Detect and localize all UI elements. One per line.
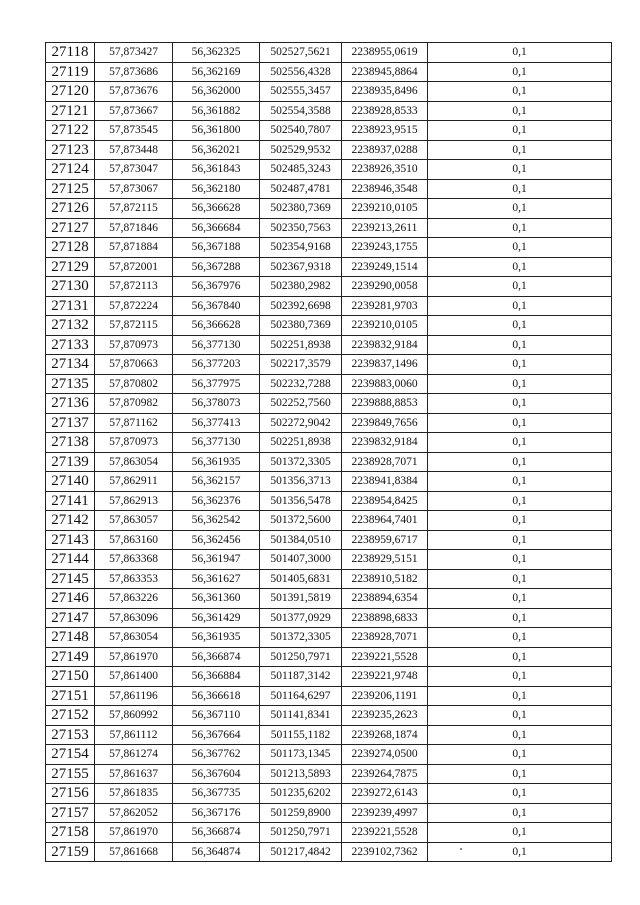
longitude-cell: 56,361429 [173, 608, 260, 628]
value-cell: 0,1 [428, 140, 612, 160]
x-coordinate-cell: 501356,3713 [260, 472, 342, 492]
longitude-cell: 56,362000 [173, 82, 260, 102]
y-coordinate-cell: 2239883,0060 [342, 374, 428, 394]
latitude-cell: 57,872115 [95, 316, 173, 336]
y-coordinate-cell: 2239290,0058 [342, 277, 428, 297]
point-number-cell: 27139 [46, 452, 95, 472]
table-row [46, 121, 612, 141]
table-row [46, 413, 612, 433]
latitude-cell: 57,863054 [95, 452, 173, 472]
longitude-cell: 56,377975 [173, 374, 260, 394]
point-number-cell: 27122 [46, 121, 95, 141]
point-number-cell: 27119 [46, 62, 95, 82]
value-cell: 0,1 [428, 199, 612, 219]
y-coordinate-cell: 2239213,2611 [342, 218, 428, 238]
longitude-cell: 56,367664 [173, 725, 260, 745]
latitude-cell: 57,873686 [95, 62, 173, 82]
longitude-cell: 56,362542 [173, 511, 260, 531]
x-coordinate-cell: 501407,3000 [260, 550, 342, 570]
x-coordinate-cell: 502529,9532 [260, 140, 342, 160]
y-coordinate-cell: 2238945,8864 [342, 62, 428, 82]
y-coordinate-cell: 2239849,7656 [342, 413, 428, 433]
value-cell: 0,1 [428, 784, 612, 804]
longitude-cell: 56,367976 [173, 277, 260, 297]
value-cell: 0,1 [428, 433, 612, 453]
longitude-cell: 56,361882 [173, 101, 260, 121]
x-coordinate-cell: 502367,9318 [260, 257, 342, 277]
value-cell: 0,1 [428, 550, 612, 570]
x-coordinate-cell: 501384,0510 [260, 530, 342, 550]
x-coordinate-cell: 502217,3579 [260, 355, 342, 375]
value-cell: 0,1 [428, 452, 612, 472]
longitude-cell: 56,364874 [173, 842, 260, 862]
y-coordinate-cell: 2238959,6717 [342, 530, 428, 550]
value-cell: 0,1 [428, 530, 612, 550]
point-number-cell: 27134 [46, 355, 95, 375]
latitude-cell: 57,861196 [95, 686, 173, 706]
x-coordinate-cell: 502556,4328 [260, 62, 342, 82]
latitude-cell: 57,873667 [95, 101, 173, 121]
latitude-cell: 57,862052 [95, 803, 173, 823]
y-coordinate-cell: 2239235,2623 [342, 706, 428, 726]
value-cell: 0,1 [428, 335, 612, 355]
y-coordinate-cell: 2238910,5182 [342, 569, 428, 589]
latitude-cell: 57,860992 [95, 706, 173, 726]
point-number-cell: 27157 [46, 803, 95, 823]
value-cell: 0,1 [428, 374, 612, 394]
table-row [46, 647, 612, 667]
latitude-cell: 57,863054 [95, 628, 173, 648]
value-cell: 0,1 [428, 82, 612, 102]
point-number-cell: 27133 [46, 335, 95, 355]
longitude-cell: 56,377130 [173, 433, 260, 453]
y-coordinate-cell: 2238894,6354 [342, 589, 428, 609]
value-cell: 0,1 [428, 608, 612, 628]
latitude-cell: 57,872115 [95, 199, 173, 219]
point-number-cell: 27155 [46, 764, 95, 784]
point-number-cell: 27154 [46, 745, 95, 765]
y-coordinate-cell: 2239102,7362 [342, 842, 428, 862]
x-coordinate-cell: 501217,4842 [260, 842, 342, 862]
point-number-cell: 27141 [46, 491, 95, 511]
x-coordinate-cell: 502380,7369 [260, 199, 342, 219]
x-coordinate-cell: 502380,7369 [260, 316, 342, 336]
latitude-cell: 57,872224 [95, 296, 173, 316]
x-coordinate-cell: 502272,9042 [260, 413, 342, 433]
table-row [46, 608, 612, 628]
longitude-cell: 56,367176 [173, 803, 260, 823]
point-number-cell: 27127 [46, 218, 95, 238]
x-coordinate-cell: 501250,7971 [260, 823, 342, 843]
x-coordinate-cell: 502392,6698 [260, 296, 342, 316]
latitude-cell: 57,870802 [95, 374, 173, 394]
value-cell: 0,1 [428, 101, 612, 121]
point-number-cell: 27121 [46, 101, 95, 121]
latitude-cell: 57,863226 [95, 589, 173, 609]
x-coordinate-cell: 502251,8938 [260, 335, 342, 355]
point-number-cell: 27152 [46, 706, 95, 726]
table-row [46, 335, 612, 355]
x-coordinate-cell: 501250,7971 [260, 647, 342, 667]
point-number-cell: 27159 [46, 842, 95, 862]
y-coordinate-cell: 2239221,5528 [342, 823, 428, 843]
value-cell: 0,1 [428, 179, 612, 199]
x-coordinate-cell: 502350,7563 [260, 218, 342, 238]
table-row [46, 686, 612, 706]
latitude-cell: 57,861835 [95, 784, 173, 804]
y-coordinate-cell: 2238954,8425 [342, 491, 428, 511]
y-coordinate-cell: 2238929,5151 [342, 550, 428, 570]
x-coordinate-cell: 501372,3305 [260, 452, 342, 472]
table-row [46, 764, 612, 784]
value-cell: 0,1 [428, 316, 612, 336]
point-number-cell: 27125 [46, 179, 95, 199]
x-coordinate-cell: 501155,1182 [260, 725, 342, 745]
y-coordinate-cell: 2239264,7875 [342, 764, 428, 784]
table-row [46, 296, 612, 316]
table-row [46, 374, 612, 394]
table-row [46, 842, 612, 862]
longitude-cell: 56,366618 [173, 686, 260, 706]
x-coordinate-cell: 502485,3243 [260, 160, 342, 180]
point-number-cell: 27151 [46, 686, 95, 706]
y-coordinate-cell: 2239274,0500 [342, 745, 428, 765]
table-row [46, 569, 612, 589]
y-coordinate-cell: 2239239,4997 [342, 803, 428, 823]
longitude-cell: 56,366884 [173, 667, 260, 687]
table-row [46, 101, 612, 121]
y-coordinate-cell: 2239888,8853 [342, 394, 428, 414]
longitude-cell: 56,362169 [173, 62, 260, 82]
value-cell: 0,1 [428, 745, 612, 765]
table-row [46, 238, 612, 258]
y-coordinate-cell: 2239249,1514 [342, 257, 428, 277]
longitude-cell: 56,366684 [173, 218, 260, 238]
x-coordinate-cell: 501405,6831 [260, 569, 342, 589]
table-row [46, 745, 612, 765]
y-coordinate-cell: 2239221,5528 [342, 647, 428, 667]
latitude-cell: 57,863353 [95, 569, 173, 589]
x-coordinate-cell: 501372,5600 [260, 511, 342, 531]
y-coordinate-cell: 2239206,1191 [342, 686, 428, 706]
table-row [46, 257, 612, 277]
y-coordinate-cell: 2239221,9748 [342, 667, 428, 687]
y-coordinate-cell: 2238946,3548 [342, 179, 428, 199]
y-coordinate-cell: 2238955,0619 [342, 43, 428, 63]
longitude-cell: 56,367762 [173, 745, 260, 765]
latitude-cell: 57,873676 [95, 82, 173, 102]
point-number-cell: 27120 [46, 82, 95, 102]
latitude-cell: 57,870663 [95, 355, 173, 375]
point-number-cell: 27145 [46, 569, 95, 589]
table-row [46, 472, 612, 492]
x-coordinate-cell: 502252,7560 [260, 394, 342, 414]
table-row [46, 550, 612, 570]
value-cell: 0,1 [428, 238, 612, 258]
longitude-cell: 56,377130 [173, 335, 260, 355]
longitude-cell: 56,367288 [173, 257, 260, 277]
coordinates-table-body [46, 43, 612, 862]
table-row [46, 628, 612, 648]
x-coordinate-cell: 501187,3142 [260, 667, 342, 687]
point-number-cell: 27146 [46, 589, 95, 609]
y-coordinate-cell: 2238941,8384 [342, 472, 428, 492]
table-row [46, 218, 612, 238]
table-row [46, 433, 612, 453]
y-coordinate-cell: 2239832,9184 [342, 433, 428, 453]
point-number-cell: 27143 [46, 530, 95, 550]
point-number-cell: 27126 [46, 199, 95, 219]
x-coordinate-cell: 502555,3457 [260, 82, 342, 102]
point-number-cell: 27129 [46, 257, 95, 277]
y-coordinate-cell: 2239272,6143 [342, 784, 428, 804]
point-number-cell: 27144 [46, 550, 95, 570]
latitude-cell: 57,861970 [95, 647, 173, 667]
value-cell: 0,1 [428, 686, 612, 706]
latitude-cell: 57,873545 [95, 121, 173, 141]
longitude-cell: 56,366874 [173, 823, 260, 843]
point-number-cell: 27156 [46, 784, 95, 804]
table-row [46, 784, 612, 804]
table-row [46, 706, 612, 726]
x-coordinate-cell: 501164,6297 [260, 686, 342, 706]
value-cell: 0,1 [428, 803, 612, 823]
longitude-cell: 56,361800 [173, 121, 260, 141]
coordinates-table [45, 42, 612, 862]
table-row [46, 160, 612, 180]
point-number-cell: 27124 [46, 160, 95, 180]
value-cell: 0,1 [428, 706, 612, 726]
y-coordinate-cell: 2238898,6833 [342, 608, 428, 628]
value-cell: 0,1 [428, 62, 612, 82]
point-number-cell: 27142 [46, 511, 95, 531]
y-coordinate-cell: 2238928,7071 [342, 452, 428, 472]
y-coordinate-cell: 2239837,1496 [342, 355, 428, 375]
value-cell: 0,1 [428, 43, 612, 63]
longitude-cell: 56,362376 [173, 491, 260, 511]
table-row [46, 394, 612, 414]
y-coordinate-cell: 2238928,7071 [342, 628, 428, 648]
x-coordinate-cell: 501391,5819 [260, 589, 342, 609]
x-coordinate-cell: 502251,8938 [260, 433, 342, 453]
longitude-cell: 56,367604 [173, 764, 260, 784]
longitude-cell: 56,361627 [173, 569, 260, 589]
longitude-cell: 56,362456 [173, 530, 260, 550]
x-coordinate-cell: 501173,1345 [260, 745, 342, 765]
y-coordinate-cell: 2239281,9703 [342, 296, 428, 316]
table-row [46, 199, 612, 219]
table-row [46, 355, 612, 375]
latitude-cell: 57,870973 [95, 335, 173, 355]
table-row [46, 316, 612, 336]
longitude-cell: 56,362157 [173, 472, 260, 492]
table-row [46, 62, 612, 82]
longitude-cell: 56,367188 [173, 238, 260, 258]
latitude-cell: 57,863368 [95, 550, 173, 570]
value-cell: 0,1 [428, 667, 612, 687]
scan-speck [460, 848, 462, 850]
longitude-cell: 56,366628 [173, 316, 260, 336]
latitude-cell: 57,863096 [95, 608, 173, 628]
latitude-cell: 57,862913 [95, 491, 173, 511]
latitude-cell: 57,861668 [95, 842, 173, 862]
value-cell: 0,1 [428, 257, 612, 277]
value-cell: 0,1 [428, 569, 612, 589]
y-coordinate-cell: 2238923,9515 [342, 121, 428, 141]
longitude-cell: 56,378073 [173, 394, 260, 414]
longitude-cell: 56,377203 [173, 355, 260, 375]
y-coordinate-cell: 2238928,8533 [342, 101, 428, 121]
y-coordinate-cell: 2238937,0288 [342, 140, 428, 160]
point-number-cell: 27138 [46, 433, 95, 453]
latitude-cell: 57,871846 [95, 218, 173, 238]
x-coordinate-cell: 502232,7288 [260, 374, 342, 394]
point-number-cell: 27147 [46, 608, 95, 628]
table-row [46, 725, 612, 745]
point-number-cell: 27158 [46, 823, 95, 843]
latitude-cell: 57,871884 [95, 238, 173, 258]
latitude-cell: 57,873448 [95, 140, 173, 160]
x-coordinate-cell: 501141,8341 [260, 706, 342, 726]
longitude-cell: 56,377413 [173, 413, 260, 433]
latitude-cell: 57,863057 [95, 511, 173, 531]
point-number-cell: 27128 [46, 238, 95, 258]
table-row [46, 530, 612, 550]
y-coordinate-cell: 2239243,1755 [342, 238, 428, 258]
y-coordinate-cell: 2239210,0105 [342, 316, 428, 336]
table-row [46, 803, 612, 823]
value-cell: 0,1 [428, 413, 612, 433]
value-cell: 0,1 [428, 647, 612, 667]
x-coordinate-cell: 501213,5893 [260, 764, 342, 784]
longitude-cell: 56,362325 [173, 43, 260, 63]
point-number-cell: 27140 [46, 472, 95, 492]
y-coordinate-cell: 2238935,8496 [342, 82, 428, 102]
point-number-cell: 27153 [46, 725, 95, 745]
latitude-cell: 57,871162 [95, 413, 173, 433]
x-coordinate-cell: 501259,8900 [260, 803, 342, 823]
value-cell: 0,1 [428, 764, 612, 784]
table-row [46, 511, 612, 531]
x-coordinate-cell: 502487,4781 [260, 179, 342, 199]
longitude-cell: 56,361360 [173, 589, 260, 609]
y-coordinate-cell: 2239832,9184 [342, 335, 428, 355]
table-row [46, 667, 612, 687]
x-coordinate-cell: 501377,0929 [260, 608, 342, 628]
y-coordinate-cell: 2239210,0105 [342, 199, 428, 219]
point-number-cell: 27137 [46, 413, 95, 433]
x-coordinate-cell: 502540,7807 [260, 121, 342, 141]
value-cell: 0,1 [428, 511, 612, 531]
table-row [46, 823, 612, 843]
point-number-cell: 27136 [46, 394, 95, 414]
longitude-cell: 56,362021 [173, 140, 260, 160]
value-cell: 0,1 [428, 277, 612, 297]
value-cell: 0,1 [428, 355, 612, 375]
point-number-cell: 27149 [46, 647, 95, 667]
value-cell: 0,1 [428, 589, 612, 609]
point-number-cell: 27118 [46, 43, 95, 63]
x-coordinate-cell: 501356,5478 [260, 491, 342, 511]
point-number-cell: 27130 [46, 277, 95, 297]
x-coordinate-cell: 501235,6202 [260, 784, 342, 804]
table-row [46, 43, 612, 63]
value-cell: 0,1 [428, 121, 612, 141]
longitude-cell: 56,367735 [173, 784, 260, 804]
longitude-cell: 56,362180 [173, 179, 260, 199]
table-row [46, 140, 612, 160]
value-cell: 0,1 [428, 823, 612, 843]
latitude-cell: 57,870982 [95, 394, 173, 414]
point-number-cell: 27150 [46, 667, 95, 687]
x-coordinate-cell: 501372,3305 [260, 628, 342, 648]
latitude-cell: 57,861637 [95, 764, 173, 784]
y-coordinate-cell: 2239268,1874 [342, 725, 428, 745]
x-coordinate-cell: 502354,9168 [260, 238, 342, 258]
latitude-cell: 57,862911 [95, 472, 173, 492]
latitude-cell: 57,870973 [95, 433, 173, 453]
y-coordinate-cell: 2238926,3510 [342, 160, 428, 180]
table-row [46, 82, 612, 102]
table-row [46, 491, 612, 511]
x-coordinate-cell: 502527,5621 [260, 43, 342, 63]
table-row [46, 452, 612, 472]
longitude-cell: 56,361947 [173, 550, 260, 570]
table-row [46, 179, 612, 199]
latitude-cell: 57,861112 [95, 725, 173, 745]
value-cell: 0,1 [428, 296, 612, 316]
longitude-cell: 56,366628 [173, 199, 260, 219]
latitude-cell: 57,873047 [95, 160, 173, 180]
latitude-cell: 57,873427 [95, 43, 173, 63]
longitude-cell: 56,361843 [173, 160, 260, 180]
value-cell: 0,1 [428, 394, 612, 414]
value-cell: 0,1 [428, 472, 612, 492]
longitude-cell: 56,361935 [173, 452, 260, 472]
latitude-cell: 57,861400 [95, 667, 173, 687]
value-cell: 0,1 [428, 160, 612, 180]
value-cell: 0,1 [428, 842, 612, 862]
value-cell: 0,1 [428, 628, 612, 648]
value-cell: 0,1 [428, 725, 612, 745]
point-number-cell: 27131 [46, 296, 95, 316]
latitude-cell: 57,863160 [95, 530, 173, 550]
latitude-cell: 57,861274 [95, 745, 173, 765]
latitude-cell: 57,872001 [95, 257, 173, 277]
point-number-cell: 27148 [46, 628, 95, 648]
y-coordinate-cell: 2238964,7401 [342, 511, 428, 531]
point-number-cell: 27135 [46, 374, 95, 394]
x-coordinate-cell: 502380,2982 [260, 277, 342, 297]
longitude-cell: 56,367840 [173, 296, 260, 316]
longitude-cell: 56,366874 [173, 647, 260, 667]
longitude-cell: 56,361935 [173, 628, 260, 648]
x-coordinate-cell: 502554,3588 [260, 101, 342, 121]
longitude-cell: 56,367110 [173, 706, 260, 726]
point-number-cell: 27123 [46, 140, 95, 160]
table-row [46, 589, 612, 609]
latitude-cell: 57,872113 [95, 277, 173, 297]
latitude-cell: 57,873067 [95, 179, 173, 199]
value-cell: 0,1 [428, 491, 612, 511]
latitude-cell: 57,861970 [95, 823, 173, 843]
table-row [46, 277, 612, 297]
value-cell: 0,1 [428, 218, 612, 238]
point-number-cell: 27132 [46, 316, 95, 336]
